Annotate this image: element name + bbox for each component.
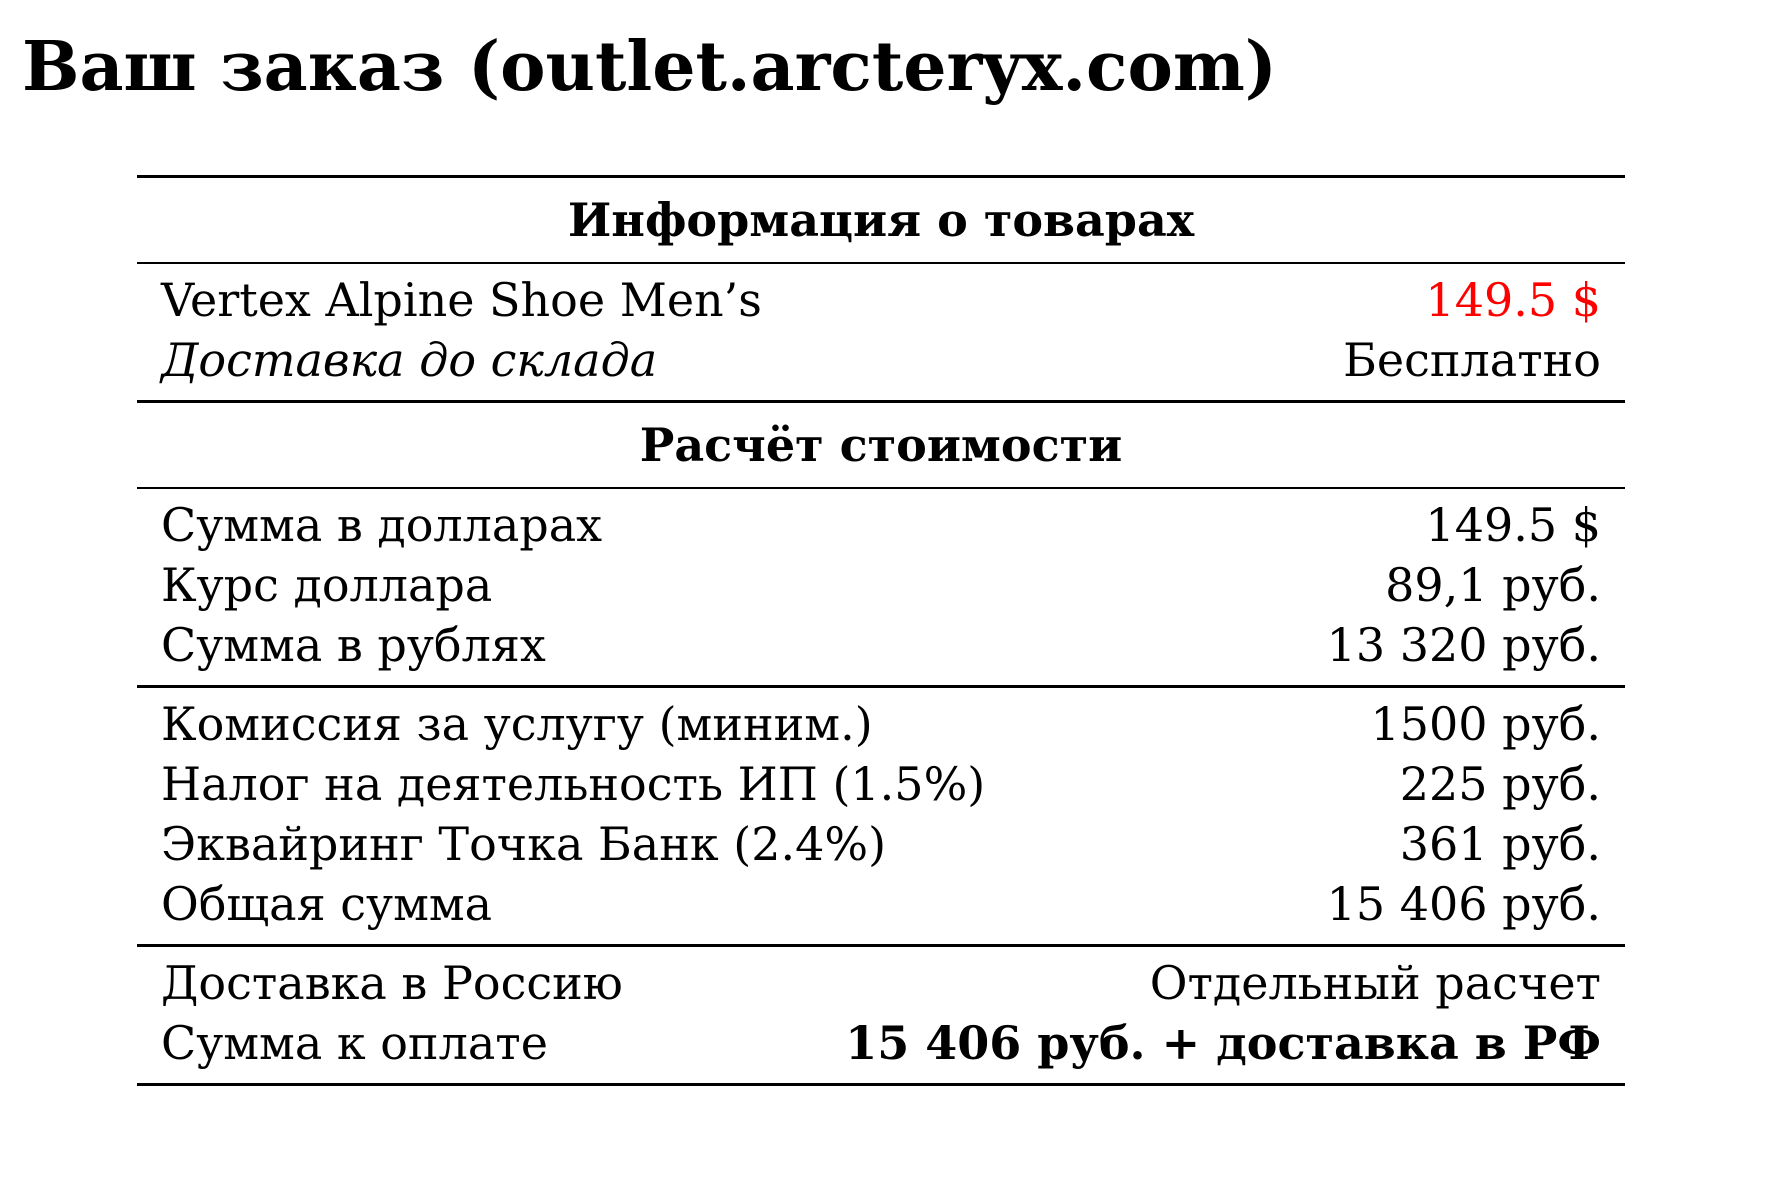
row-value: 149.5 $ xyxy=(1425,498,1601,552)
acquiring-row xyxy=(161,814,1601,874)
row-value: 15 406 руб. xyxy=(1326,877,1601,931)
service-fee-row xyxy=(161,694,1601,754)
usd-sum-row xyxy=(161,495,1601,555)
russia-delivery-row xyxy=(161,953,1601,1013)
fees-group xyxy=(137,688,1625,944)
row-label: Сумма в рублях xyxy=(161,618,546,672)
order-summary-table xyxy=(137,175,1625,1086)
page-title: Ваш заказ (outlet.arcteryx.com) xyxy=(22,27,1277,107)
row-value: 361 руб. xyxy=(1399,817,1601,871)
total-due-row xyxy=(161,1013,1601,1073)
conversion-group xyxy=(137,489,1625,685)
warehouse-delivery-value: Бесплатно xyxy=(1343,333,1601,387)
exchange-rate-row xyxy=(161,555,1601,615)
row-label: Доставка в Россию xyxy=(161,956,623,1010)
subtotal-row xyxy=(161,874,1601,934)
tax-row xyxy=(161,754,1601,814)
row-label: Общая сумма xyxy=(161,877,493,931)
row-value: 13 320 руб. xyxy=(1326,618,1601,672)
total-due-value: 15 406 руб. + доставка в РФ xyxy=(845,1016,1601,1070)
row-value: 1500 руб. xyxy=(1370,697,1601,751)
row-value: 89,1 руб. xyxy=(1385,558,1601,612)
row-value: Отдельный расчет xyxy=(1149,956,1601,1010)
row-value: 225 руб. xyxy=(1399,757,1601,811)
row-label: Налог на деятельность ИП (1.5%) xyxy=(161,757,986,811)
final-group xyxy=(137,947,1625,1083)
warehouse-delivery-row xyxy=(161,330,1601,390)
product-name: Vertex Alpine Shoe Men’s xyxy=(161,273,762,327)
calculation-section-heading: Расчёт стоимости xyxy=(639,418,1123,472)
row-label: Эквайринг Точка Банк (2.4%) xyxy=(161,817,887,871)
products-group xyxy=(137,264,1625,400)
product-price: 149.5 $ xyxy=(1425,273,1601,327)
row-label: Сумма к оплате xyxy=(161,1016,548,1070)
table-bottom-rule xyxy=(137,1083,1625,1086)
row-label: Курс доллара xyxy=(161,558,493,612)
row-label: Комиссия за услугу (миним.) xyxy=(161,697,873,751)
warehouse-delivery-label: Доставка до склада xyxy=(161,333,658,387)
row-label: Сумма в долларах xyxy=(161,498,603,552)
rub-sum-row xyxy=(161,615,1601,675)
product-row xyxy=(161,270,1601,330)
products-section-heading: Информация о товарах xyxy=(567,193,1195,247)
